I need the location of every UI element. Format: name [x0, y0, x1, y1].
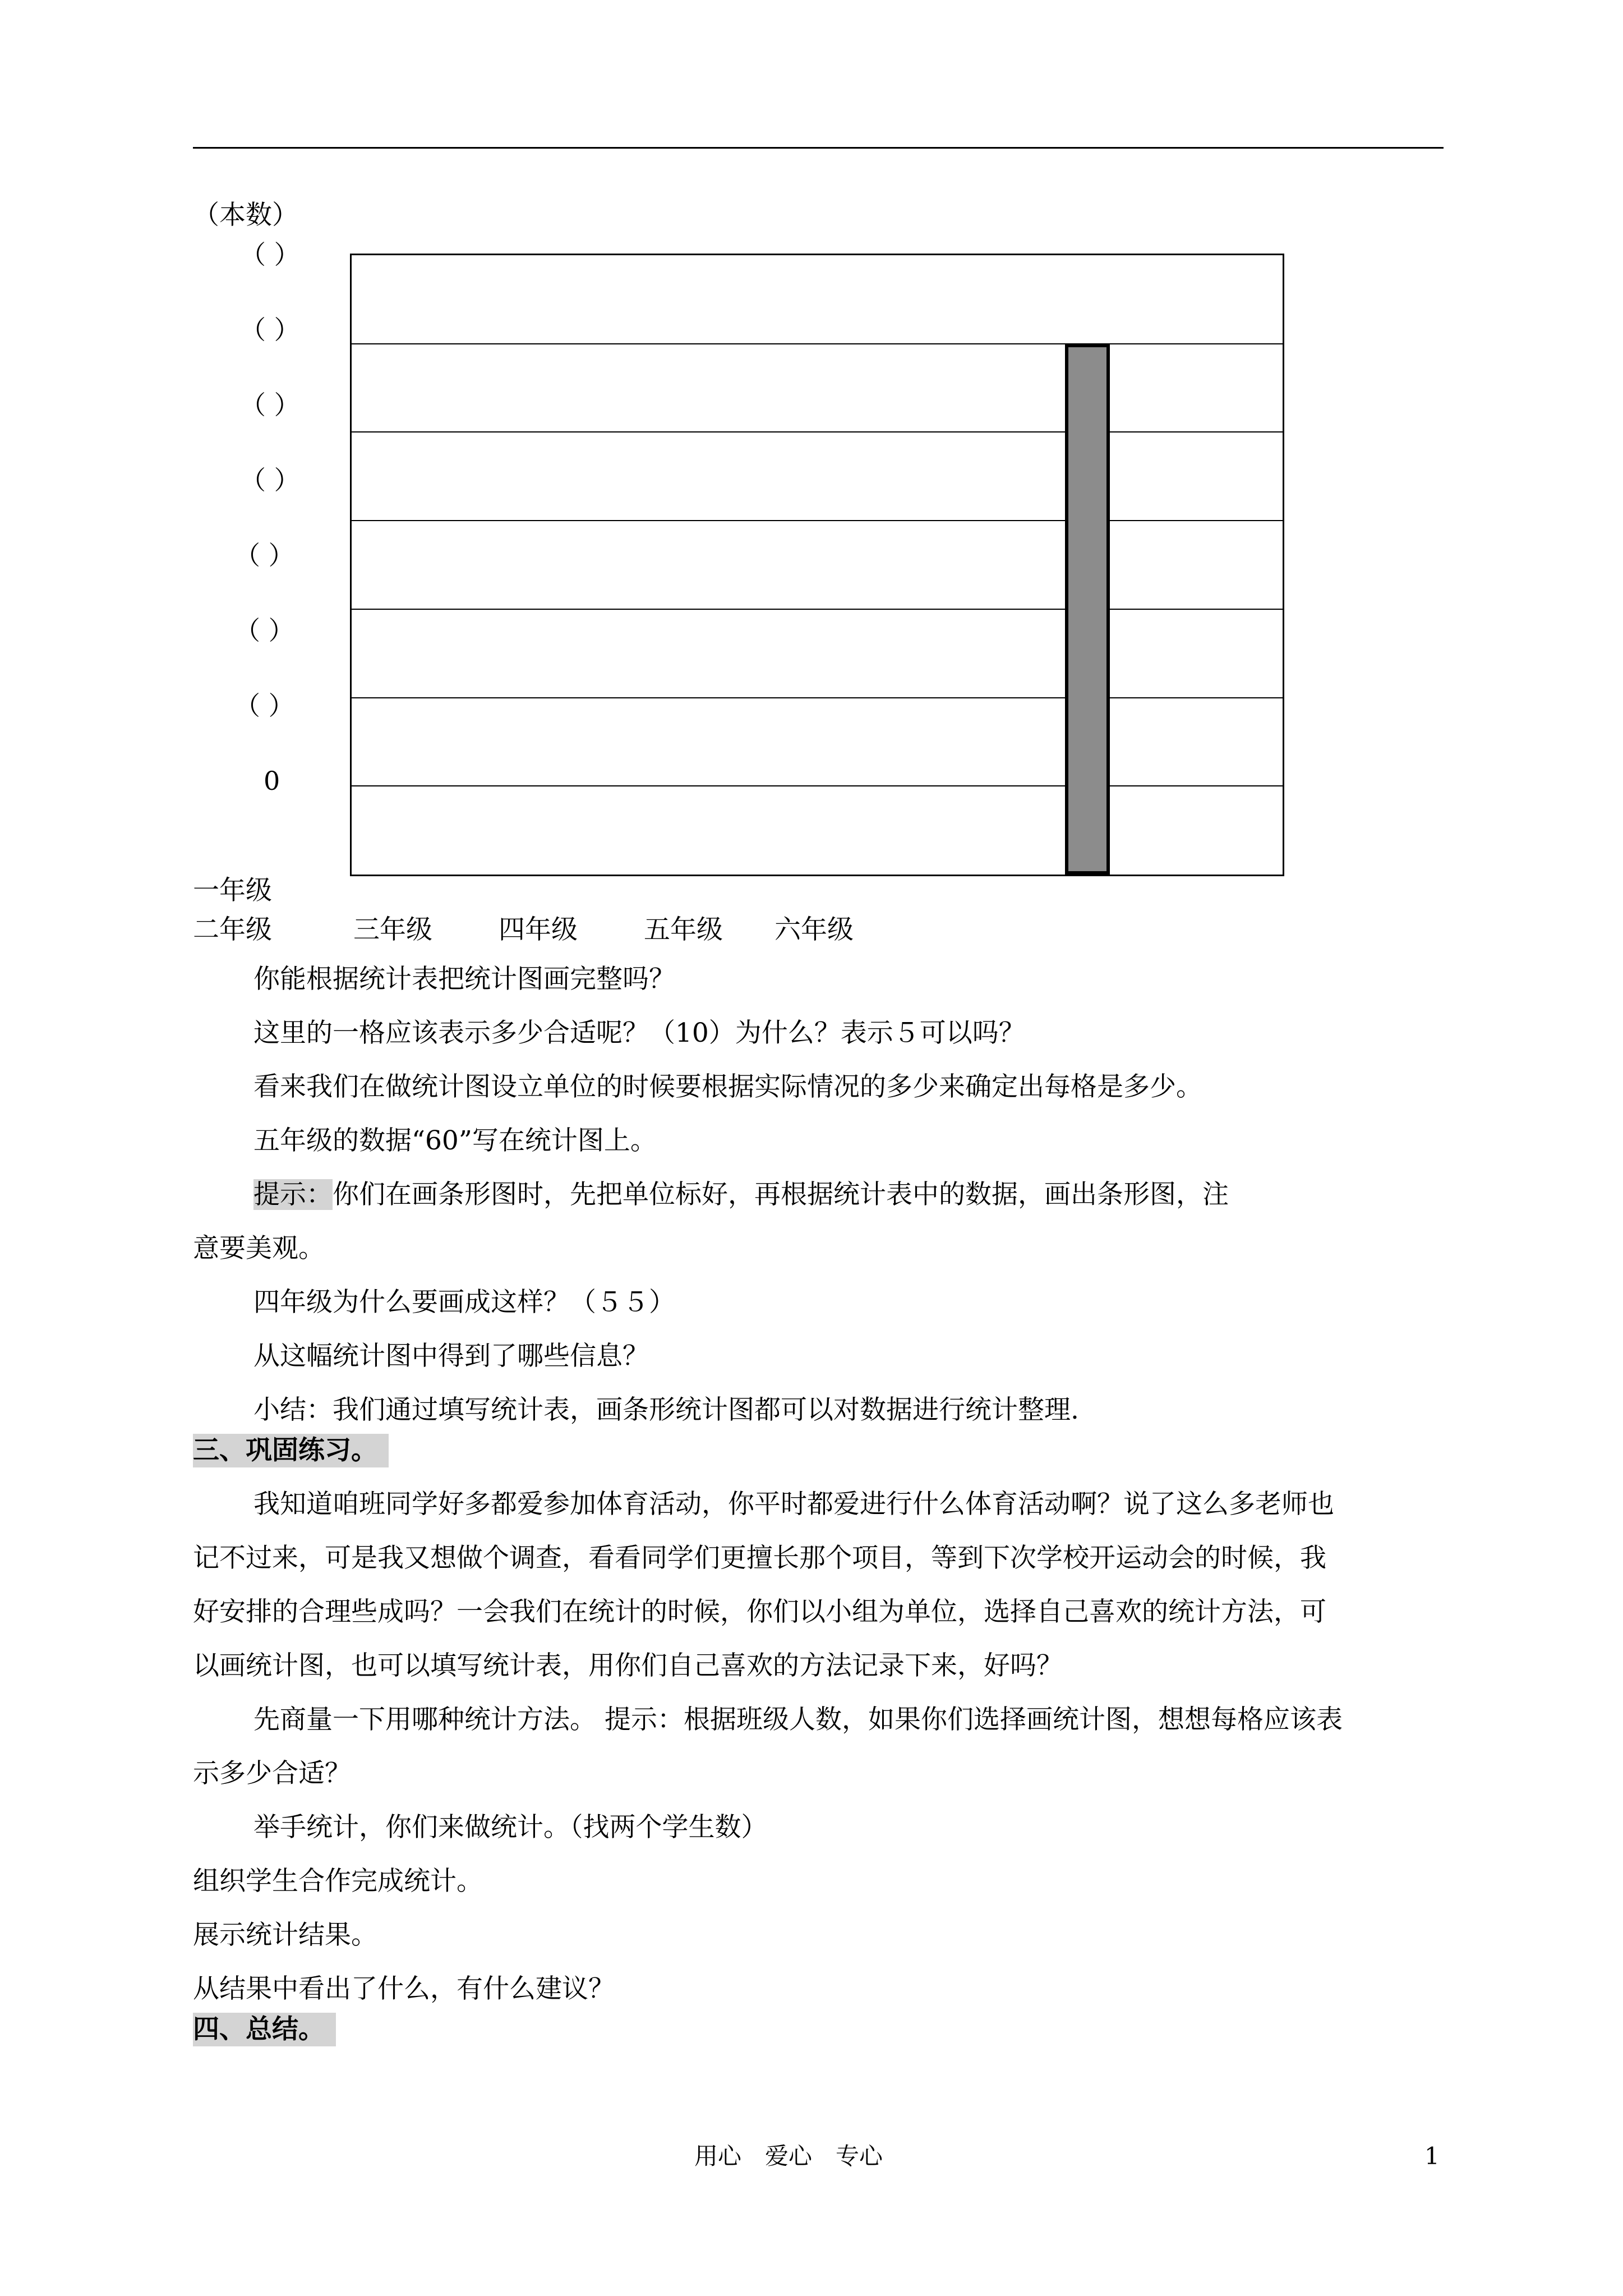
paragraph-line: 好安排的合理些成吗？一会我们在统计的时候，你们以小组为单位，选择自己喜欢的统计方法，可	[193, 1596, 1326, 1627]
hint-text: 你们在画条形图时，先把单位标好，再根据统计表中的数据，画出条形图，注	[333, 1179, 1229, 1210]
y-tick-label: （ ）	[234, 540, 294, 570]
paragraph-line: 展示统计结果。	[193, 1920, 377, 1950]
paragraph-continuation: 意要美观。	[193, 1233, 325, 1264]
gridline	[352, 343, 1283, 344]
paragraph-line: 记不过来，可是我又想做个调查，看看同学们更擅长那个项目，等到下次学校开运动会的时候，我	[193, 1543, 1326, 1573]
section-heading: 四、总结。	[193, 2013, 336, 2046]
y-tick-label: （ ）	[240, 465, 300, 495]
x-tick-label: 三年级	[353, 914, 432, 945]
paragraph: 四年级为什么要画成这样？（５５）	[253, 1287, 675, 1318]
hint-label: 提示：	[253, 1179, 333, 1210]
paragraph: 这里的一格应该表示多少合适呢？（10）为什么？表示５可以吗？	[253, 1018, 1025, 1048]
x-tick-label: 四年级	[499, 914, 578, 945]
gridline	[352, 609, 1283, 610]
paragraph: 看来我们在做统计图设立单位的时候要根据实际情况的多少来确定出每格是多少。	[253, 1071, 1202, 1102]
y-tick-label: 0	[264, 766, 280, 796]
header-rule	[193, 147, 1444, 149]
x-tick-label: 五年级	[644, 914, 723, 945]
paragraph-line: 组织学生合作完成统计。	[193, 1866, 483, 1897]
section-heading: 三、巩固练习。	[193, 1434, 389, 1467]
y-tick-label: （ ）	[234, 615, 294, 646]
x-tick-label: 一年级	[193, 875, 272, 906]
bar-五年级	[1065, 344, 1110, 875]
paragraph: 你能根据统计表把统计图画完整吗？	[253, 964, 675, 995]
page-number: 1	[1424, 2142, 1440, 2170]
hint-paragraph	[253, 1178, 1229, 1212]
y-tick-label: （ ）	[240, 390, 300, 420]
paragraph: 小结：我们通过填写统计表，画条形统计图都可以对数据进行统计整理.	[253, 1395, 1079, 1425]
paragraph: 五年级的数据“60”写在统计图上。	[253, 1125, 657, 1156]
gridline	[352, 520, 1283, 521]
plot-area	[350, 254, 1284, 876]
paragraph-line: 先商量一下用哪种统计方法。 提示：根据班级人数，如果你们选择画统计图，想想每格应该表	[253, 1704, 1343, 1735]
paragraph: 从这幅统计图中得到了哪些信息？	[253, 1341, 649, 1372]
paragraph-line: 以画统计图，也可以填写统计表，用你们自己喜欢的方法记录下来，好吗？	[193, 1650, 1063, 1681]
paragraph-line: 我知道咱班同学好多都爱参加体育活动，你平时都爱进行什么体育活动啊？说了这么多老师也	[253, 1489, 1334, 1520]
x-tick-label: 六年级	[774, 914, 854, 945]
paragraph-line: 从结果中看出了什么，有什么建议？	[193, 1973, 615, 2004]
paragraph-line: 举手统计，你们来做统计。（找两个学生数）	[253, 1812, 768, 1843]
gridline	[352, 785, 1283, 786]
y-axis-unit-label: （本数）	[193, 200, 298, 231]
y-tick-label: （ ）	[240, 240, 300, 270]
paragraph-line: 示多少合适？	[193, 1758, 351, 1789]
gridline	[352, 431, 1283, 432]
x-tick-label: 二年级	[193, 914, 272, 945]
footer-motto: 用心 爱心 专心	[694, 2142, 883, 2170]
gridline	[352, 697, 1283, 698]
y-tick-label: （ ）	[240, 315, 300, 345]
y-tick-label: （ ）	[234, 691, 294, 721]
